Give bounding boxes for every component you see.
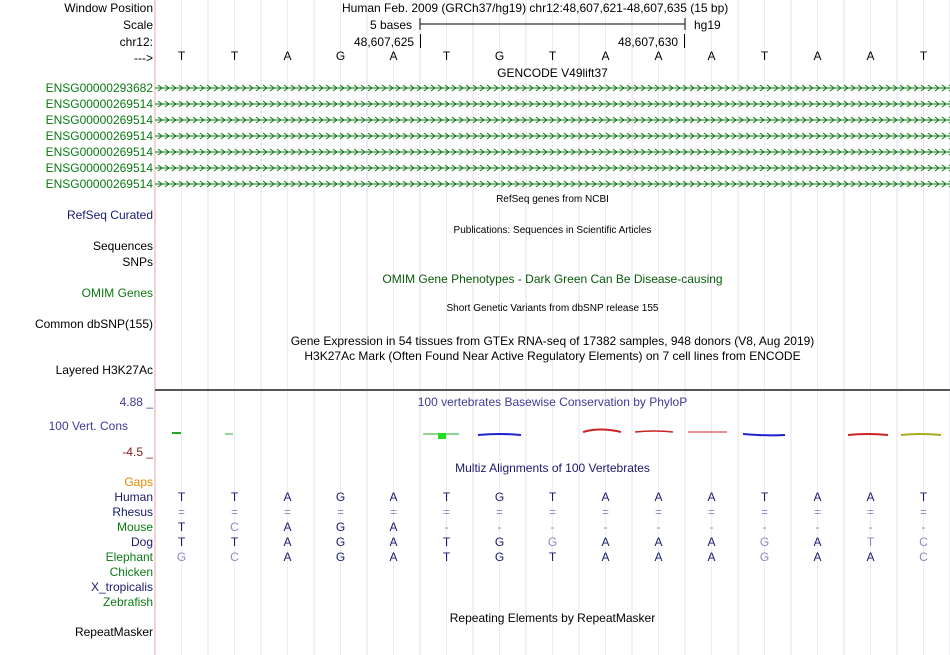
base-letter: A [866,49,875,63]
gene-label[interactable]: ENSG00000269514 [45,97,153,111]
alignment-base: T [177,520,186,534]
species-label[interactable]: Mouse [116,520,153,534]
gtex-title[interactable]: Gene Expression in 54 tissues from GTEx RNA-seq of 17382 samples, 948 donors (V8, Aug 2019) [290,334,815,348]
base-letter: A [389,49,398,63]
alignment-base: G [335,550,346,564]
alignment-base: - [550,520,555,534]
gene-feature-line[interactable] [155,131,950,141]
gene-label[interactable]: ENSG00000269514 [45,145,153,159]
alignment-base: T [548,490,557,504]
species-label[interactable]: Rhesus [112,505,153,519]
gene-label[interactable]: ENSG00000293682 [45,81,153,95]
scale-assembly: hg19 [694,18,721,32]
base-letter: G [494,49,505,63]
dbsnp-label[interactable]: Common dbSNP(155) [34,317,153,331]
alignment-base: T [442,490,451,504]
phylop-signal [155,420,950,450]
alignment-base: C [919,550,928,564]
phylop-min: -4.5 _ [122,445,153,459]
alignment-base: T [866,535,875,549]
alignment-base: A [813,535,822,549]
omim-title[interactable]: OMIM Gene Phenotypes - Dark Green Can Be Disease-causing [382,272,723,286]
alignment-base: A [601,535,610,549]
alignment-base: A [283,550,292,564]
coord-left-tick [420,34,421,48]
alignment-base: A [389,520,398,534]
h3k27ac-label[interactable]: Layered H3K27Ac [55,363,153,377]
gencode-title[interactable]: GENCODE V49lift37 [497,66,608,80]
alignment-base: A [654,550,663,564]
gene-feature-line[interactable] [155,115,950,125]
alignment-base: C [230,520,239,534]
gene-feature-line[interactable] [155,147,950,157]
alignment-base: = [548,505,556,519]
alignment-base: - [656,520,661,534]
alignment-base: A [654,490,663,504]
alignment-base: T [442,535,451,549]
alignment-base: = [866,505,874,519]
base-letter: A [601,49,610,63]
alignment-base: C [919,535,928,549]
track-divider [155,389,950,391]
snps-label[interactable]: SNPs [122,255,153,269]
gene-label[interactable]: ENSG00000269514 [45,161,153,175]
phylop-title[interactable]: 100 vertebrates Basewise Conservation by PhyloP [417,395,688,409]
refseq-title[interactable]: RefSeq genes from NCBI [496,194,609,205]
alignment-base: T [230,490,239,504]
alignment-base: T [548,550,557,564]
alignment-base: A [389,490,398,504]
alignment-base: T [177,535,186,549]
alignment-base: A [283,535,292,549]
gene-label[interactable]: ENSG00000269514 [45,129,153,143]
alignment-base: = [230,505,238,519]
alignment-base: = [495,505,503,519]
gene-label[interactable]: ENSG00000269514 [45,113,153,127]
alignment-base: = [654,505,662,519]
alignment-base: - [709,520,714,534]
repeatmasker-label[interactable]: RepeatMasker [74,625,153,639]
chrom-label: chr12: [119,35,153,49]
gene-feature-line[interactable] [155,83,950,93]
alignment-base: = [336,505,344,519]
base-letter: A [813,49,822,63]
alignment-base: - [603,520,608,534]
alignment-base: = [442,505,450,519]
species-label[interactable]: Elephant [105,550,153,564]
repeatmasker-title[interactable]: Repeating Elements by RepeatMasker [449,611,656,625]
base-letter: A [707,49,716,63]
base-letter: A [654,49,663,63]
alignment-base: - [762,520,767,534]
alignment-base: A [389,535,398,549]
sequences-label[interactable]: Sequences [92,239,153,253]
alignment-base: = [707,505,715,519]
alignment-base: - [444,520,449,534]
phylop-max: 4.88 _ [119,395,153,409]
gaps-label[interactable]: Gaps [124,475,153,489]
gene-feature-line[interactable] [155,99,950,109]
multiz-title[interactable]: Multiz Alignments of 100 Vertebrates [455,461,650,475]
species-label[interactable]: Zebrafish [102,595,153,609]
base-sequence-row [0,49,950,65]
alignment-base: A [654,535,663,549]
alignment-base: A [866,550,875,564]
alignment-base: = [177,505,185,519]
coord-right-tick [684,34,685,48]
species-label[interactable]: Chicken [109,565,153,579]
alignment-base: A [707,535,716,549]
alignment-base: G [335,535,346,549]
coord-left: 48,607,625 [354,35,415,49]
alignment-base: G [494,490,505,504]
alignment-base: A [707,550,716,564]
alignment-base: = [389,505,397,519]
gene-feature-line[interactable] [155,179,950,189]
window-position-label: Window Position [64,1,153,15]
alignment-base: T [230,535,239,549]
strand-label: ---> [134,51,153,65]
coord-right: 48,607,630 [618,35,679,49]
gene-feature-line[interactable] [155,163,950,173]
base-letter: T [230,49,239,63]
alignment-base: G [759,550,770,564]
alignment-base: G [547,535,558,549]
alignment-base: = [813,505,821,519]
alignment-base: - [815,520,820,534]
dbsnp-title[interactable]: Short Genetic Variants from dbSNP release 155 [446,303,659,314]
h3k27ac-title[interactable]: H3K27Ac Mark (Often Found Near Active Regulatory Elements) on 7 cell lines from ENCODE [304,349,801,363]
alignment-base: T [760,490,769,504]
omim-label[interactable]: OMIM Genes [81,286,153,300]
alignment-base: G [494,535,505,549]
phylop-mark [901,434,941,435]
phylop-mark [583,430,621,433]
alignment-base: T [177,490,186,504]
alignment-base: A [283,520,292,534]
alignment-base: G [335,520,346,534]
alignment-base: T [919,490,928,504]
pubs-title[interactable]: Publications: Sequences in Scientific Articles [453,225,652,236]
alignment-base: - [497,520,502,534]
base-letter: A [283,49,292,63]
base-letter: T [442,49,451,63]
alignment-base: A [389,550,398,564]
alignment-base: G [176,550,187,564]
alignment-base: - [921,520,926,534]
gene-label[interactable]: ENSG00000269514 [45,177,153,191]
alignment-base: A [601,490,610,504]
species-label[interactable]: Dog [130,535,153,549]
window-position-value: Human Feb. 2009 (GRCh37/hg19) chr12:48,607,621-48,607,635 (15 bp) [342,1,729,15]
phylop-mark [478,434,521,435]
scale-label: Scale [122,18,153,32]
scale-bar [415,16,695,32]
alignment-base: A [707,490,716,504]
base-letter: T [760,49,769,63]
alignment-base: C [230,550,239,564]
species-label[interactable]: X_tropicalis [90,580,153,594]
phylop-mark [635,431,673,432]
alignment-base: A [601,550,610,564]
alignment-base: G [759,535,770,549]
species-label[interactable]: Human [114,490,153,504]
base-letter: T [919,49,928,63]
phylop-mark [848,434,888,435]
alignment-base: = [283,505,291,519]
base-letter: T [548,49,557,63]
base-letter: G [335,49,346,63]
alignment-base: A [283,490,292,504]
alignment-base: = [601,505,609,519]
refseq-label[interactable]: RefSeq Curated [66,208,153,222]
alignment-base: G [494,550,505,564]
alignment-base: - [868,520,873,534]
alignment-base: = [919,505,927,519]
alignment-base: A [866,490,875,504]
alignment-base: A [813,550,822,564]
alignment-base: = [760,505,768,519]
base-letter: T [177,49,186,63]
phylop-mark [743,434,785,435]
alignment-base: A [813,490,822,504]
alignment-base: G [335,490,346,504]
phylop-label[interactable]: 100 Vert. Cons [48,419,128,433]
scale-value: 5 bases [370,18,413,32]
alignment-base: T [442,550,451,564]
phylop-mark [438,433,446,439]
